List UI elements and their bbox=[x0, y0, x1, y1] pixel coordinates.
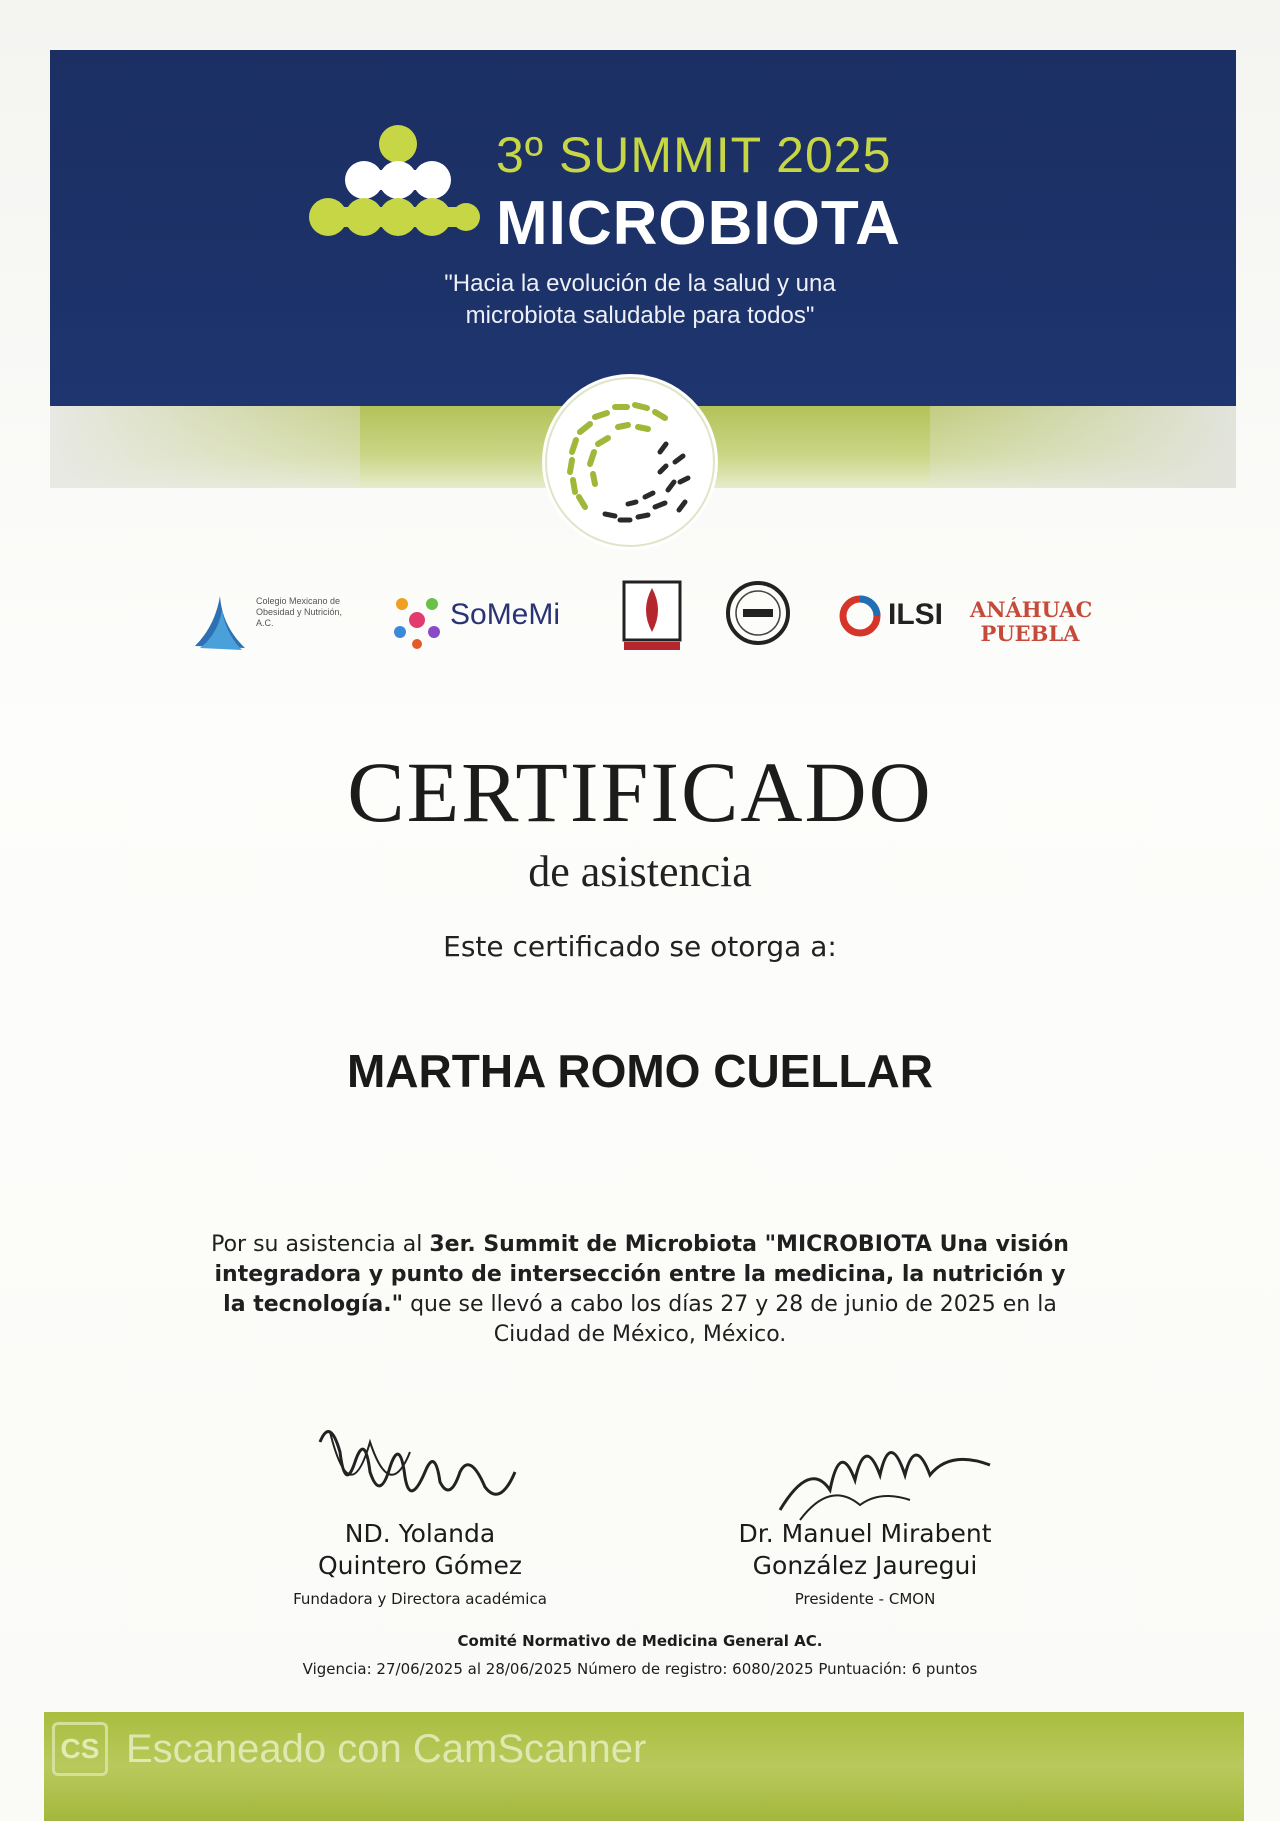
tagline-line-2: microbiota saludable para todos" bbox=[465, 302, 815, 329]
somemi-people-icon bbox=[390, 590, 444, 650]
signer-right-role: Presidente - CMON bbox=[794, 1590, 936, 1608]
award-statement: Este certificado se otorga a: bbox=[443, 930, 837, 963]
somemi-logo bbox=[390, 580, 590, 660]
summit-brand: MICROBIOTA bbox=[496, 189, 901, 258]
signer-right-line-2: González Jauregui bbox=[752, 1551, 978, 1580]
committee-name: Comité Normativo de Medicina General AC. bbox=[457, 1632, 823, 1650]
anahuac-line-1: ANÁHUAC bbox=[970, 597, 1093, 622]
camscanner-text: Escaneado con CamScanner bbox=[126, 1726, 647, 1771]
cmon-logo bbox=[190, 580, 350, 660]
ilsi-logo bbox=[838, 580, 958, 660]
summit-edition: 3º SUMMIT 2025 bbox=[496, 127, 892, 183]
band-fade-left bbox=[50, 406, 360, 488]
cmon-name: Colegio Mexicano de Obesidad y Nutrición, A.C. bbox=[256, 596, 343, 628]
description-intro: Por su asistencia al bbox=[211, 1232, 430, 1257]
certificate-title: CERTIFICADO bbox=[347, 744, 933, 840]
summit-tagline bbox=[340, 268, 940, 332]
signer-left-line-2: Quintero Gómez bbox=[318, 1551, 522, 1580]
summit-logo-icon bbox=[306, 122, 481, 252]
signer-left-role: Fundadora y Directora académica bbox=[293, 1590, 547, 1608]
ilsi-ring-icon bbox=[838, 594, 882, 638]
comamega-logo bbox=[622, 580, 686, 660]
certificate-subtitle: de asistencia bbox=[528, 847, 752, 896]
comamega-emblem-icon bbox=[622, 580, 682, 652]
description-details: que se llevó a cabo los días 27 y 28 de junio de 2025 en la Ciudad de México, México. bbox=[403, 1292, 1057, 1347]
ilsi-name: ILSI bbox=[888, 598, 944, 631]
signature-right bbox=[690, 1420, 1040, 1608]
partner-seal-logo bbox=[725, 580, 795, 660]
attendance-description bbox=[200, 1230, 1080, 1350]
camscanner-watermark bbox=[52, 1722, 646, 1776]
tagline-line-1: "Hacia la evolución de la salud y una bbox=[444, 270, 836, 297]
validity-line: Vigencia: 27/06/2025 al 28/06/2025 Número de registro: 6080/2025 Puntuación: 6 puntos bbox=[302, 1660, 978, 1678]
anahuac-logo bbox=[970, 580, 1093, 660]
recipient-name: MARTHA ROMO CUELLAR bbox=[346, 1045, 933, 1097]
camscanner-badge-icon: CS bbox=[52, 1722, 108, 1776]
anahuac-line-2: PUEBLA bbox=[980, 621, 1080, 646]
seal-icon bbox=[725, 580, 791, 646]
somemi-name: SoMeMi bbox=[450, 598, 561, 631]
microbiota-emblem-icon bbox=[540, 372, 720, 552]
band-fade-right bbox=[930, 406, 1236, 488]
cmon-wing-icon bbox=[190, 586, 250, 656]
signature-left bbox=[250, 1420, 590, 1608]
signer-right-line-1: Dr. Manuel Mirabent bbox=[738, 1519, 992, 1548]
partner-logos bbox=[190, 580, 1093, 660]
signer-left-line-1: ND. Yolanda bbox=[344, 1519, 496, 1548]
description-event: 3er. Summit de Microbiota "MICROBIOTA Una visión integradora y punto de intersección entre la medicina, la nutrición y la tecnología." bbox=[214, 1232, 1069, 1317]
